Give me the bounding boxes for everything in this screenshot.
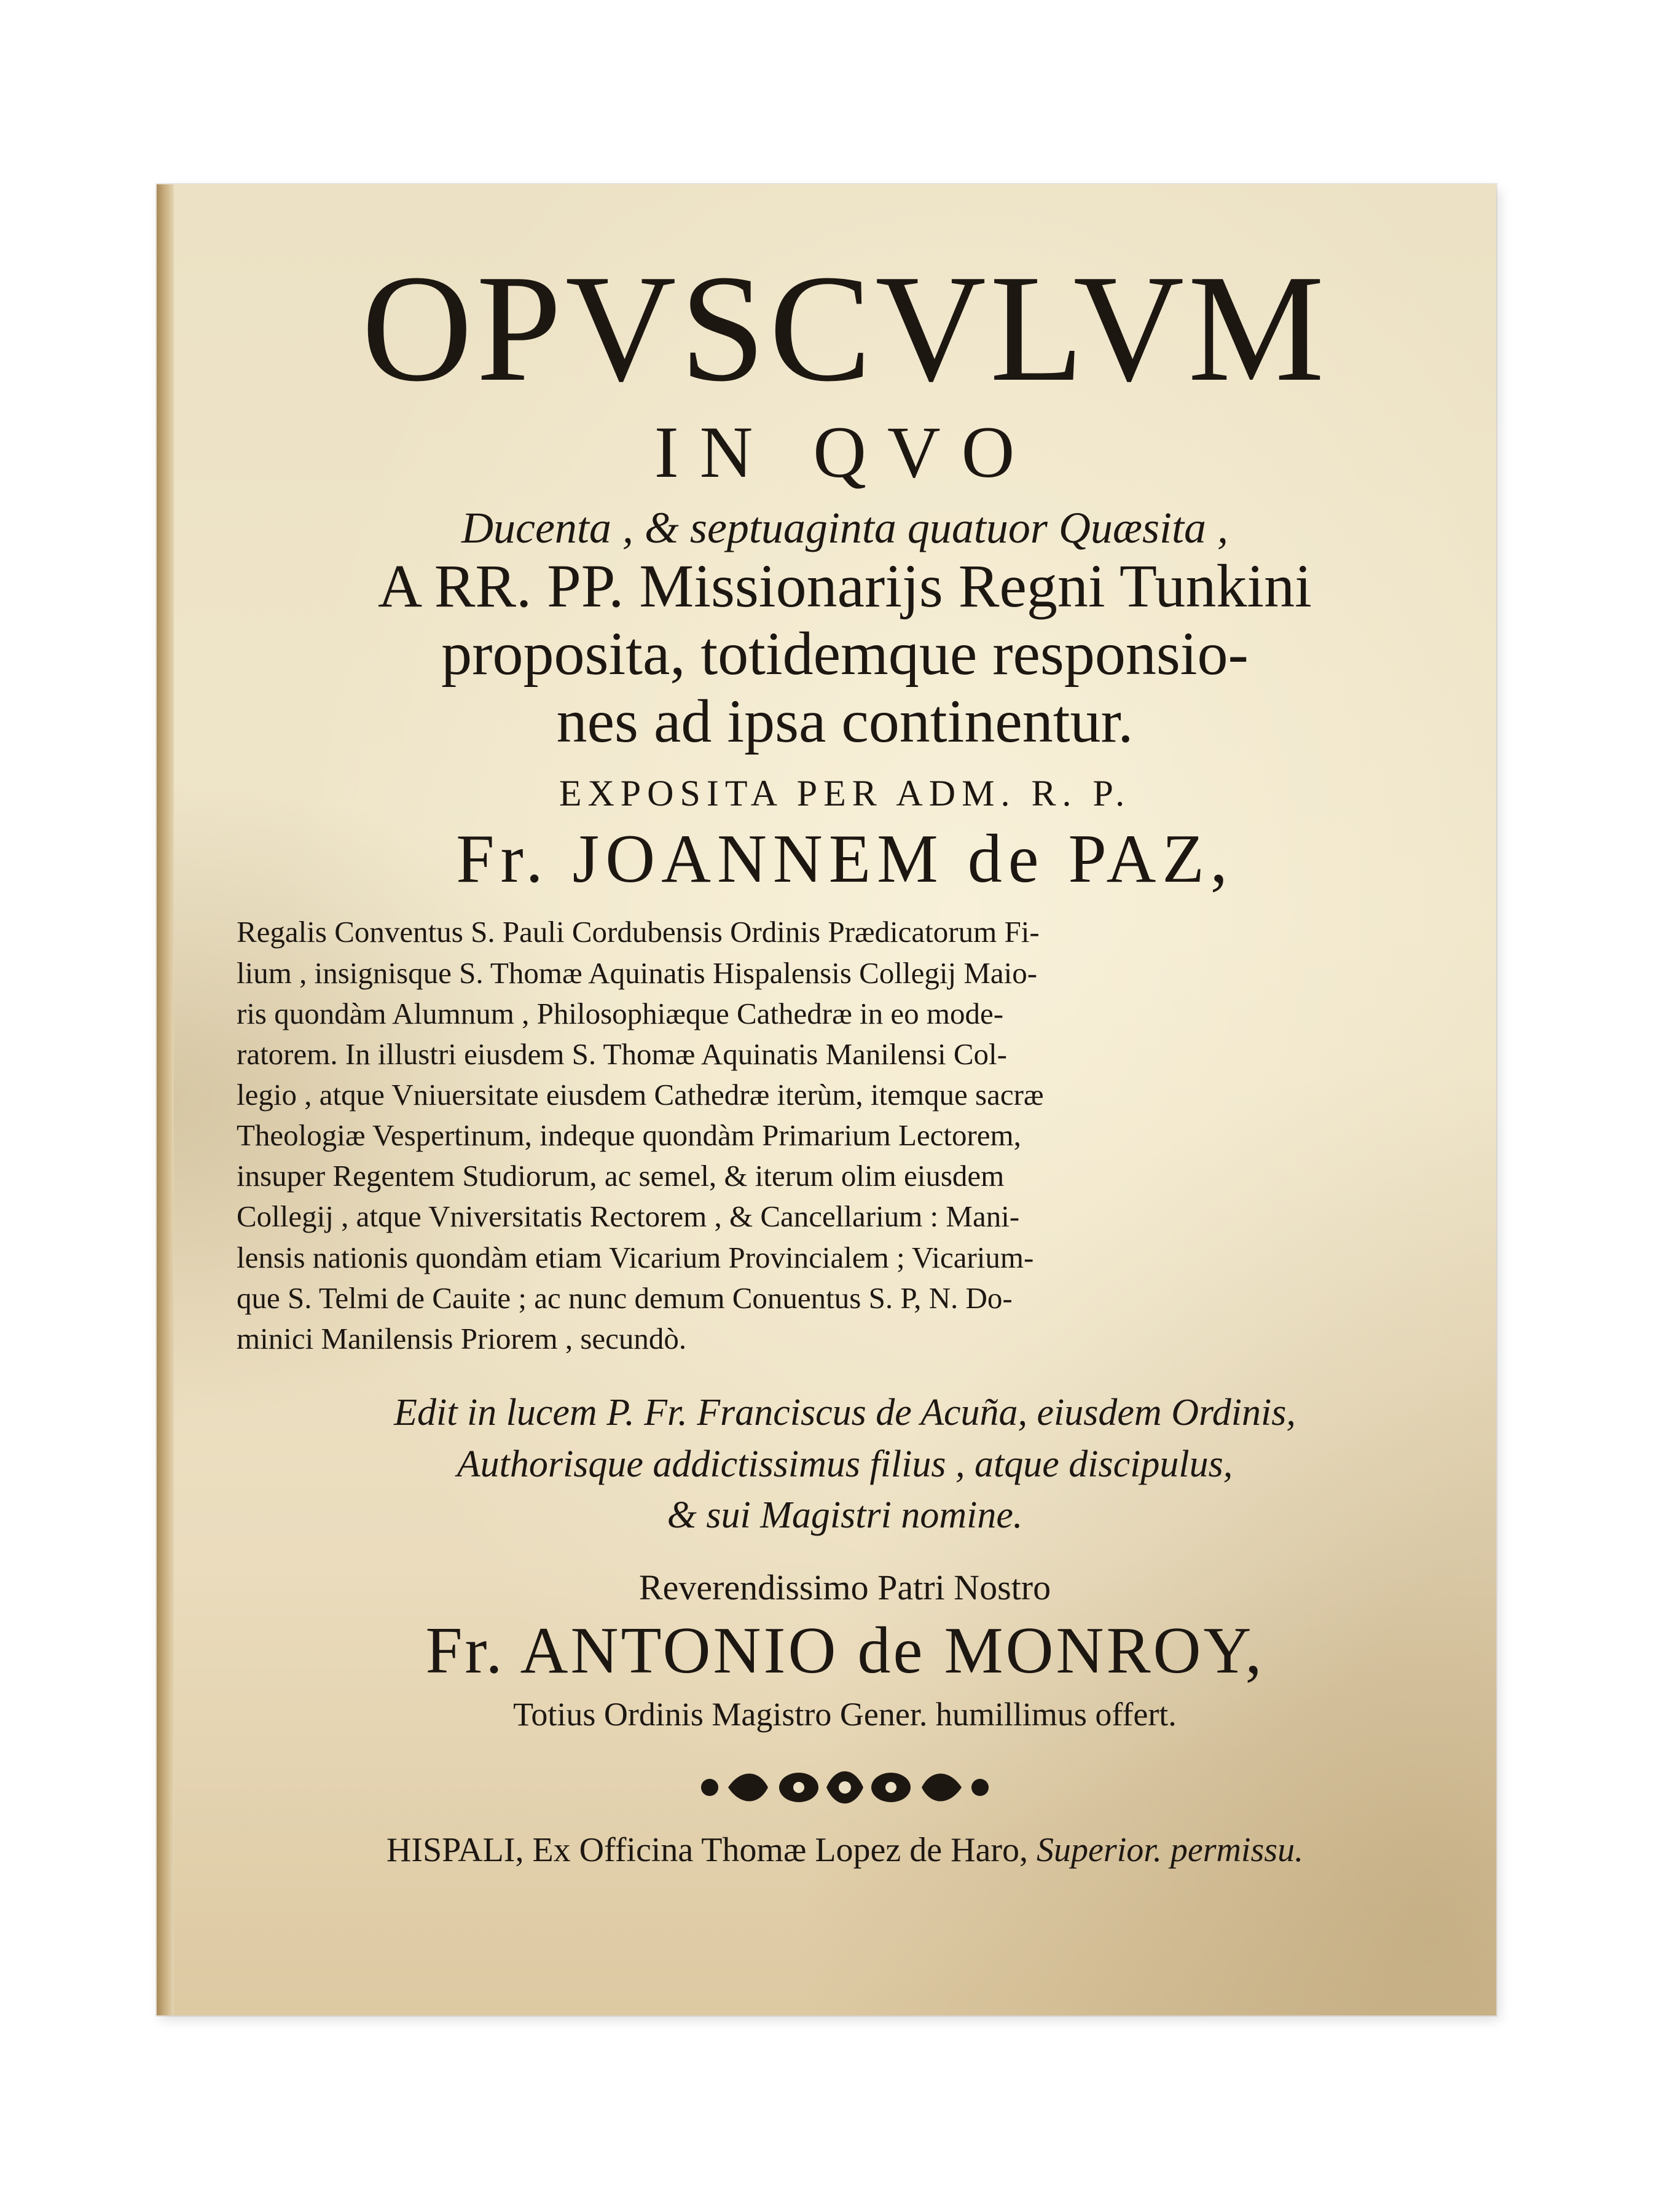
description-line: insuper Regentem Studiorum, ac semel, & iterum olim eiusdem <box>237 1159 1005 1193</box>
subject-line: nes ad ipsa continentur. <box>556 687 1134 756</box>
description-line: Collegij , atque Vniversitatis Rectorem , & Cancellarium : Mani- <box>237 1199 1020 1234</box>
book-title: OPVSCVLVM <box>361 243 1328 414</box>
description-line: minici Manilensis Priorem , secundò. <box>237 1321 687 1355</box>
editor-line: Edit in lucem P. Fr. Franciscus de Acuña, eiusdem Ordinis, <box>394 1391 1296 1433</box>
book-spine-edge <box>157 184 174 2015</box>
editor-statement <box>237 1387 1453 1542</box>
description-line: que S. Telmi de Cauite ; ac nunc demum Conuentus S. P, N. Do- <box>237 1281 1013 1315</box>
description-line: lensis nationis quondàm etiam Vicarium Provincialem ; Vicarium- <box>237 1240 1034 1274</box>
dedicatee-name: Fr. ANTONIO de MONROY, <box>425 1614 1265 1687</box>
description-line: ratorem. In illustri eiusdem S. Thomæ Aquinatis Manilensi Col- <box>237 1037 1007 1071</box>
imprint-permission: Superior. permissu. <box>1037 1831 1304 1870</box>
description-line: ris quondàm Alumnum , Philosophiæque Cathedræ in eo mode- <box>237 996 1004 1030</box>
author-name: Fr. JOANNEM de PAZ, <box>456 821 1234 898</box>
editor-line: & sui Magistri nomine. <box>667 1494 1023 1537</box>
fleuron-ornament-icon <box>685 1760 1005 1815</box>
imprint-place-printer: HISPALI, Ex Officina Thomæ Lopez de Haro, <box>386 1831 1029 1870</box>
description-line: Theologiæ Vespertinum, indeque quondàm Primarium Lectorem, <box>237 1118 1021 1153</box>
subject-line: A RR. PP. Missionarijs Regni Tunkini <box>378 552 1312 621</box>
title-page-content <box>237 221 1453 1871</box>
description-line: lium , insignisque S. Thomæ Aquinatis Hispalensis Collegij Maio- <box>237 955 1038 990</box>
description-line: legio , atque Vniuersitate eiusdem Cathedræ iterùm, itemque sacræ <box>237 1077 1044 1112</box>
exposita-line: EXPOSITA PER ADM. R. P. <box>559 773 1131 814</box>
author-description <box>237 912 1453 1359</box>
subject-line: proposita, totidemque responsio- <box>441 619 1249 688</box>
editor-line: Authorisque addictissimus filius , atque discipulus, <box>457 1443 1233 1485</box>
title-page <box>157 184 1496 2015</box>
dedicatee-title: Totius Ordinis Magistro Gener. humillimus offert. <box>513 1695 1177 1733</box>
title-in-quo: IN QVO <box>654 411 1036 493</box>
quaesita-line: Ducenta , & septuaginta quatuor Quæsita , <box>461 503 1228 552</box>
description-line: Regalis Conventus S. Pauli Cordubensis Ordinis Prædicatorum Fi- <box>237 915 1040 949</box>
imprint-line <box>237 1830 1453 1871</box>
dedication-line: Reverendissimo Patri Nostro <box>638 1567 1051 1607</box>
